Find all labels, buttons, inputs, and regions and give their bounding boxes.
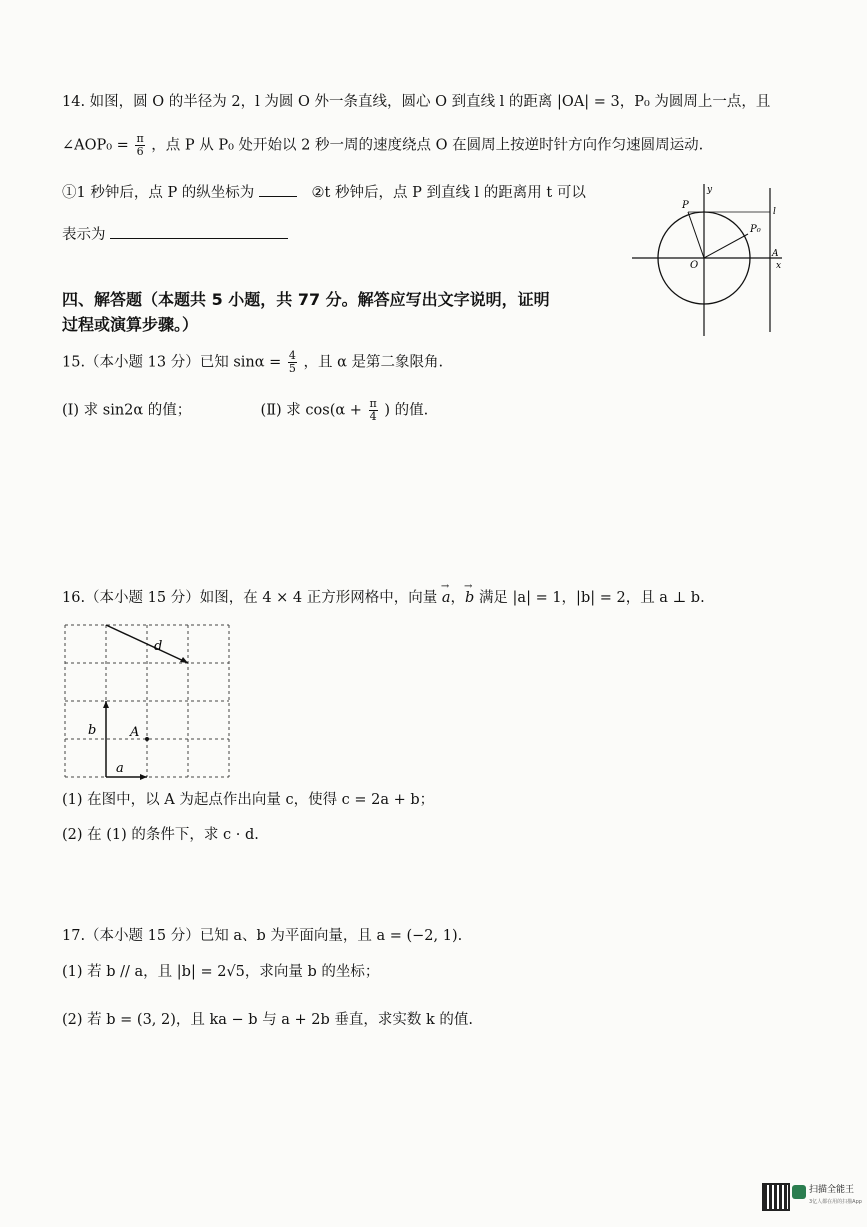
vector-a-head	[140, 774, 147, 780]
q16-grid-figure	[62, 622, 234, 782]
q14-answer-blank-2[interactable]	[110, 224, 288, 239]
scanner-logo-icon	[792, 1185, 806, 1199]
q16-stem-text: 16.（本小题 15 分）如图，在 4 × 4 正方形网格中，向量	[62, 590, 438, 606]
q16-vec-b: → b	[465, 588, 474, 608]
grid-label-b: b	[88, 723, 97, 738]
q14-angle-fraction: $\frac{\pi}{6}$	[136, 132, 144, 158]
point-a	[145, 737, 149, 741]
q15-part1: (Ⅰ) 求 sin2α 的值；	[62, 402, 192, 419]
q17-stem: 17.（本小题 15 分）已知 a、b 为平面向量，且 a = (−2, 1).	[62, 928, 463, 944]
q17-part2: (2) 若 b = (3, 2)，且 ka − b 与 a + 2b 垂直，求实数 k 的值.	[62, 1012, 474, 1028]
q14-motion-text: ，点 P 从 P₀ 处开始以 2 秒一周的速度绕点 O 在圆周上按逆时针方向作匀速圆周运动.	[151, 137, 704, 154]
watermark-brand: 扫描全能王	[809, 1185, 855, 1195]
q14-line4-text: 表示为	[62, 227, 106, 243]
q15-stem-tail: ，且 α 是第二象限角.	[303, 354, 444, 371]
label-x: x	[776, 261, 782, 271]
watermark-sub: 3亿人都在用的扫描App	[809, 1199, 862, 1205]
q14-part1-text: ①1 秒钟后，点 P 的纵坐标为	[62, 185, 255, 201]
q16-stem	[62, 588, 705, 608]
q17-part1: (1) 若 b // a，且 |b| = 2√5，求向量 b 的坐标；	[62, 964, 380, 980]
grid-label-d: d	[154, 639, 163, 654]
q16-stem-sep: ，	[450, 590, 466, 606]
label-l: l	[773, 207, 776, 217]
segment-op	[688, 212, 704, 258]
q16-part1: (1) 在图中，以 A 为起点作出向量 c，使得 c = 2a + b；	[62, 792, 435, 808]
qr-code-icon	[762, 1183, 790, 1211]
label-o: O	[690, 260, 699, 271]
segment-op0	[704, 234, 748, 258]
section4-heading-line1: 四、解答题（本题共 5 小题，共 77 分。解答应写出文字说明，证明	[62, 290, 550, 309]
q14-circle-figure	[632, 182, 788, 338]
grid-label-a-point: A	[130, 725, 140, 740]
label-p: P	[682, 200, 689, 211]
q14-part2-text: ②t 秒钟后，点 P 到直线 l 的距离用 t 可以	[311, 185, 586, 201]
q15-parts	[62, 398, 428, 423]
label-y: y	[707, 185, 713, 195]
scanner-watermark	[809, 1184, 862, 1208]
q15-part2-tail: ) 的值.	[384, 402, 429, 419]
section4-heading-line2: 过程或演算步骤。）	[62, 315, 199, 334]
q15-stem	[62, 350, 443, 375]
q14-answer-blank-1[interactable]	[259, 182, 297, 197]
q14-line2	[62, 133, 703, 158]
q15-cos-fraction: $\frac{\pi}{4}$	[369, 397, 377, 423]
q16-vec-a: → a	[442, 588, 451, 608]
q15-part2-text: (Ⅱ) 求 cos(α +	[260, 402, 362, 419]
q16-stem-condition: 满足 |a| = 1，|b| = 2，且 a ⊥ b.	[478, 590, 705, 606]
q14-line1: 14. 如图，圆 O 的半径为 2，l 为圆 O 外一条直线，圆心 O 到直线 l 的距离 |OA| = 3，P₀ 为圆周上一点，且	[62, 94, 771, 110]
q16-part2: (2) 在 (1) 的条件下，求 c · d.	[62, 827, 259, 843]
q15-sin-fraction: $\frac{4}{5}$	[288, 349, 296, 375]
vector-b-head	[103, 701, 109, 708]
label-p0: P₀	[750, 224, 761, 235]
q14-line4	[62, 224, 288, 245]
q14-line3	[62, 182, 586, 203]
label-a: A	[772, 249, 779, 259]
grid-lines	[65, 625, 229, 777]
q14-angle-label: ∠AOP₀ =	[62, 137, 129, 154]
grid-label-a-vector: a	[116, 761, 124, 776]
q15-stem-text: 15.（本小题 13 分）已知 sinα =	[62, 354, 282, 371]
